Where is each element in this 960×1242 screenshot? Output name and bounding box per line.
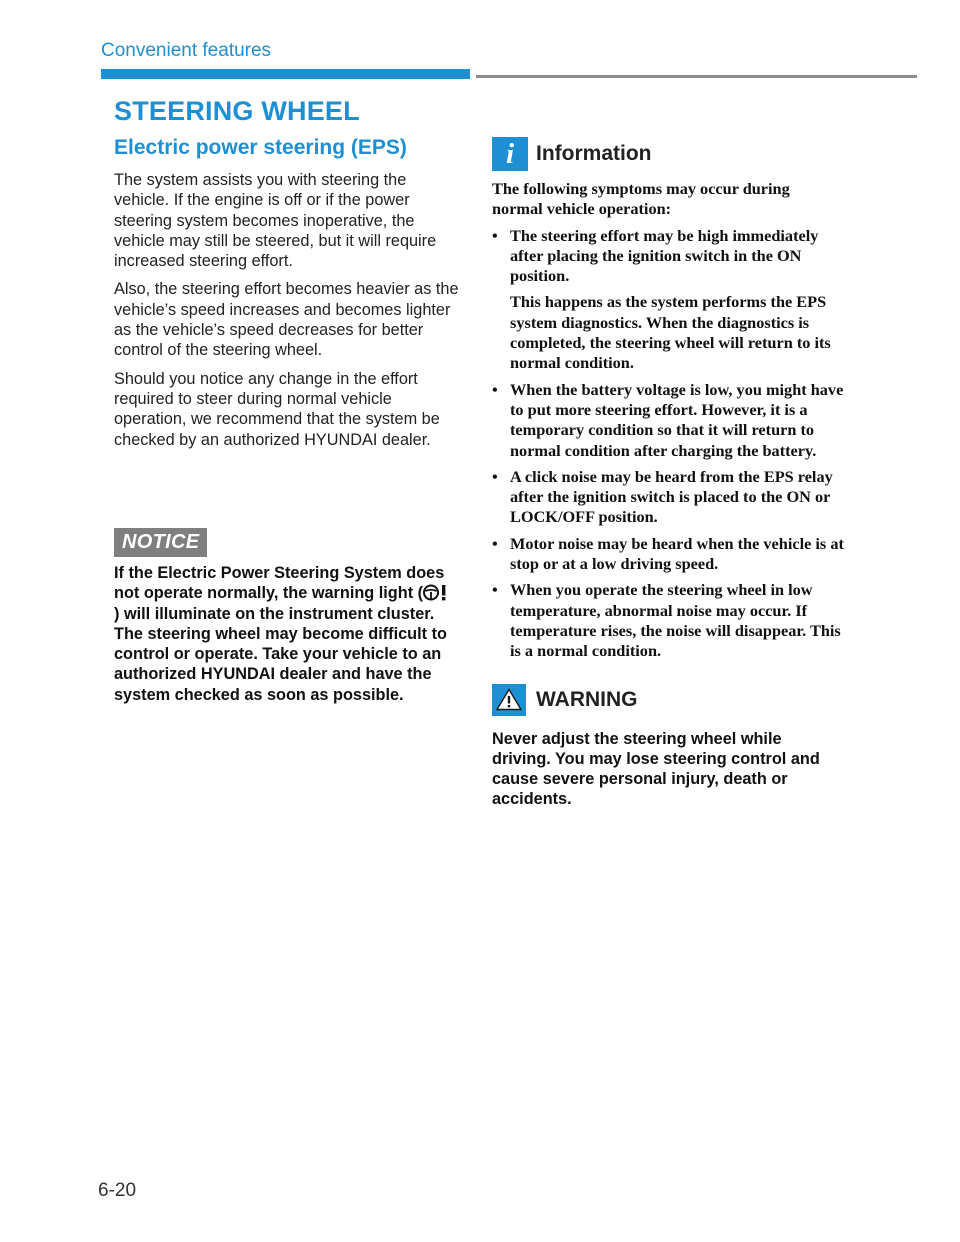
list-item (492, 534, 844, 575)
paragraph: The system assists you with steering the vehicle. If the engine is off or if the power steering system becomes inoperative, the vehicle may still be steered, but it will require increased steering effort. (114, 171, 437, 271)
warning-text: Never adjust the steering wheel while driving. You may lose steering control and cause severe personal injury, death or accidents. (492, 729, 820, 809)
list-item-text: • When the battery voltage is low, you might have to put more steering effort. However, it is a temporary condition so that it will return to normal condition after charging the battery. (510, 379, 844, 460)
list-item (492, 580, 844, 661)
info-header (492, 136, 844, 172)
list-item (492, 226, 844, 374)
paragraph: Also, the steering effort becomes heavier as the vehicle’s speed increases and becomes lighter as the vehicle’s speed decreases for better control of the steering wheel. (114, 280, 459, 360)
notice-badge: NOTICE (114, 528, 207, 557)
right-column (492, 136, 844, 810)
list-item-text: • Motor noise may be heard when the vehicle is at stop or at a low driving speed. (510, 533, 844, 574)
warning-title: WARNING (536, 687, 638, 711)
symptom-list (492, 226, 844, 662)
list-item-note: This happens as the system performs the EPS system diagnostics. When the diagnostics is completed, the steering wheel will return to its normal condition. (510, 292, 831, 373)
notice-text (114, 563, 454, 705)
page-number: 6-20 (98, 1180, 137, 1201)
list-item (492, 467, 844, 528)
notice-text-part: If the Electric Power Steering System does not operate normally, the warning light ( (114, 564, 445, 603)
header-rule (476, 75, 917, 78)
warning-header (492, 683, 844, 717)
list-item (492, 380, 844, 461)
header-rule-accent (101, 69, 470, 79)
info-body (492, 179, 844, 662)
eps-warning-light-icon (423, 584, 449, 601)
info-icon: i (492, 137, 528, 171)
info-intro: The following symptoms may occur during normal vehicle operation: (492, 179, 790, 219)
list-item-text: • The steering effort may be high immediately after placing the ignition switch in the ON position. (510, 225, 819, 286)
warning-triangle-icon (492, 684, 526, 716)
paragraph: Should you notice any change in the effort required to steer during normal vehicle operation, we recommend that the system be checked by an authorized HYUNDAI dealer. (114, 369, 440, 449)
list-item-text: • When you operate the steering wheel in low temperature, abnormal noise may occur. If temperature rises, the noise will disappear. This is a normal condition. (510, 580, 841, 661)
section-label: Convenient features (101, 40, 272, 61)
body-text (114, 170, 464, 458)
page-title: STEERING WHEEL (114, 96, 360, 126)
info-title: Information (536, 142, 652, 165)
list-item-text: • A click noise may be heard from the EPS relay after the ignition switch is placed to the ON or LOCK/OFF position. (510, 466, 833, 527)
section-subtitle: Electric power steering (EPS) (114, 136, 407, 159)
notice-text-part: ) will illuminate on the instrument cluster. The steering wheel may become difficult to control or operate. Take your vehicle to an authorized HYUNDAI dealer and have the system checked as soon as possible. (114, 604, 447, 704)
